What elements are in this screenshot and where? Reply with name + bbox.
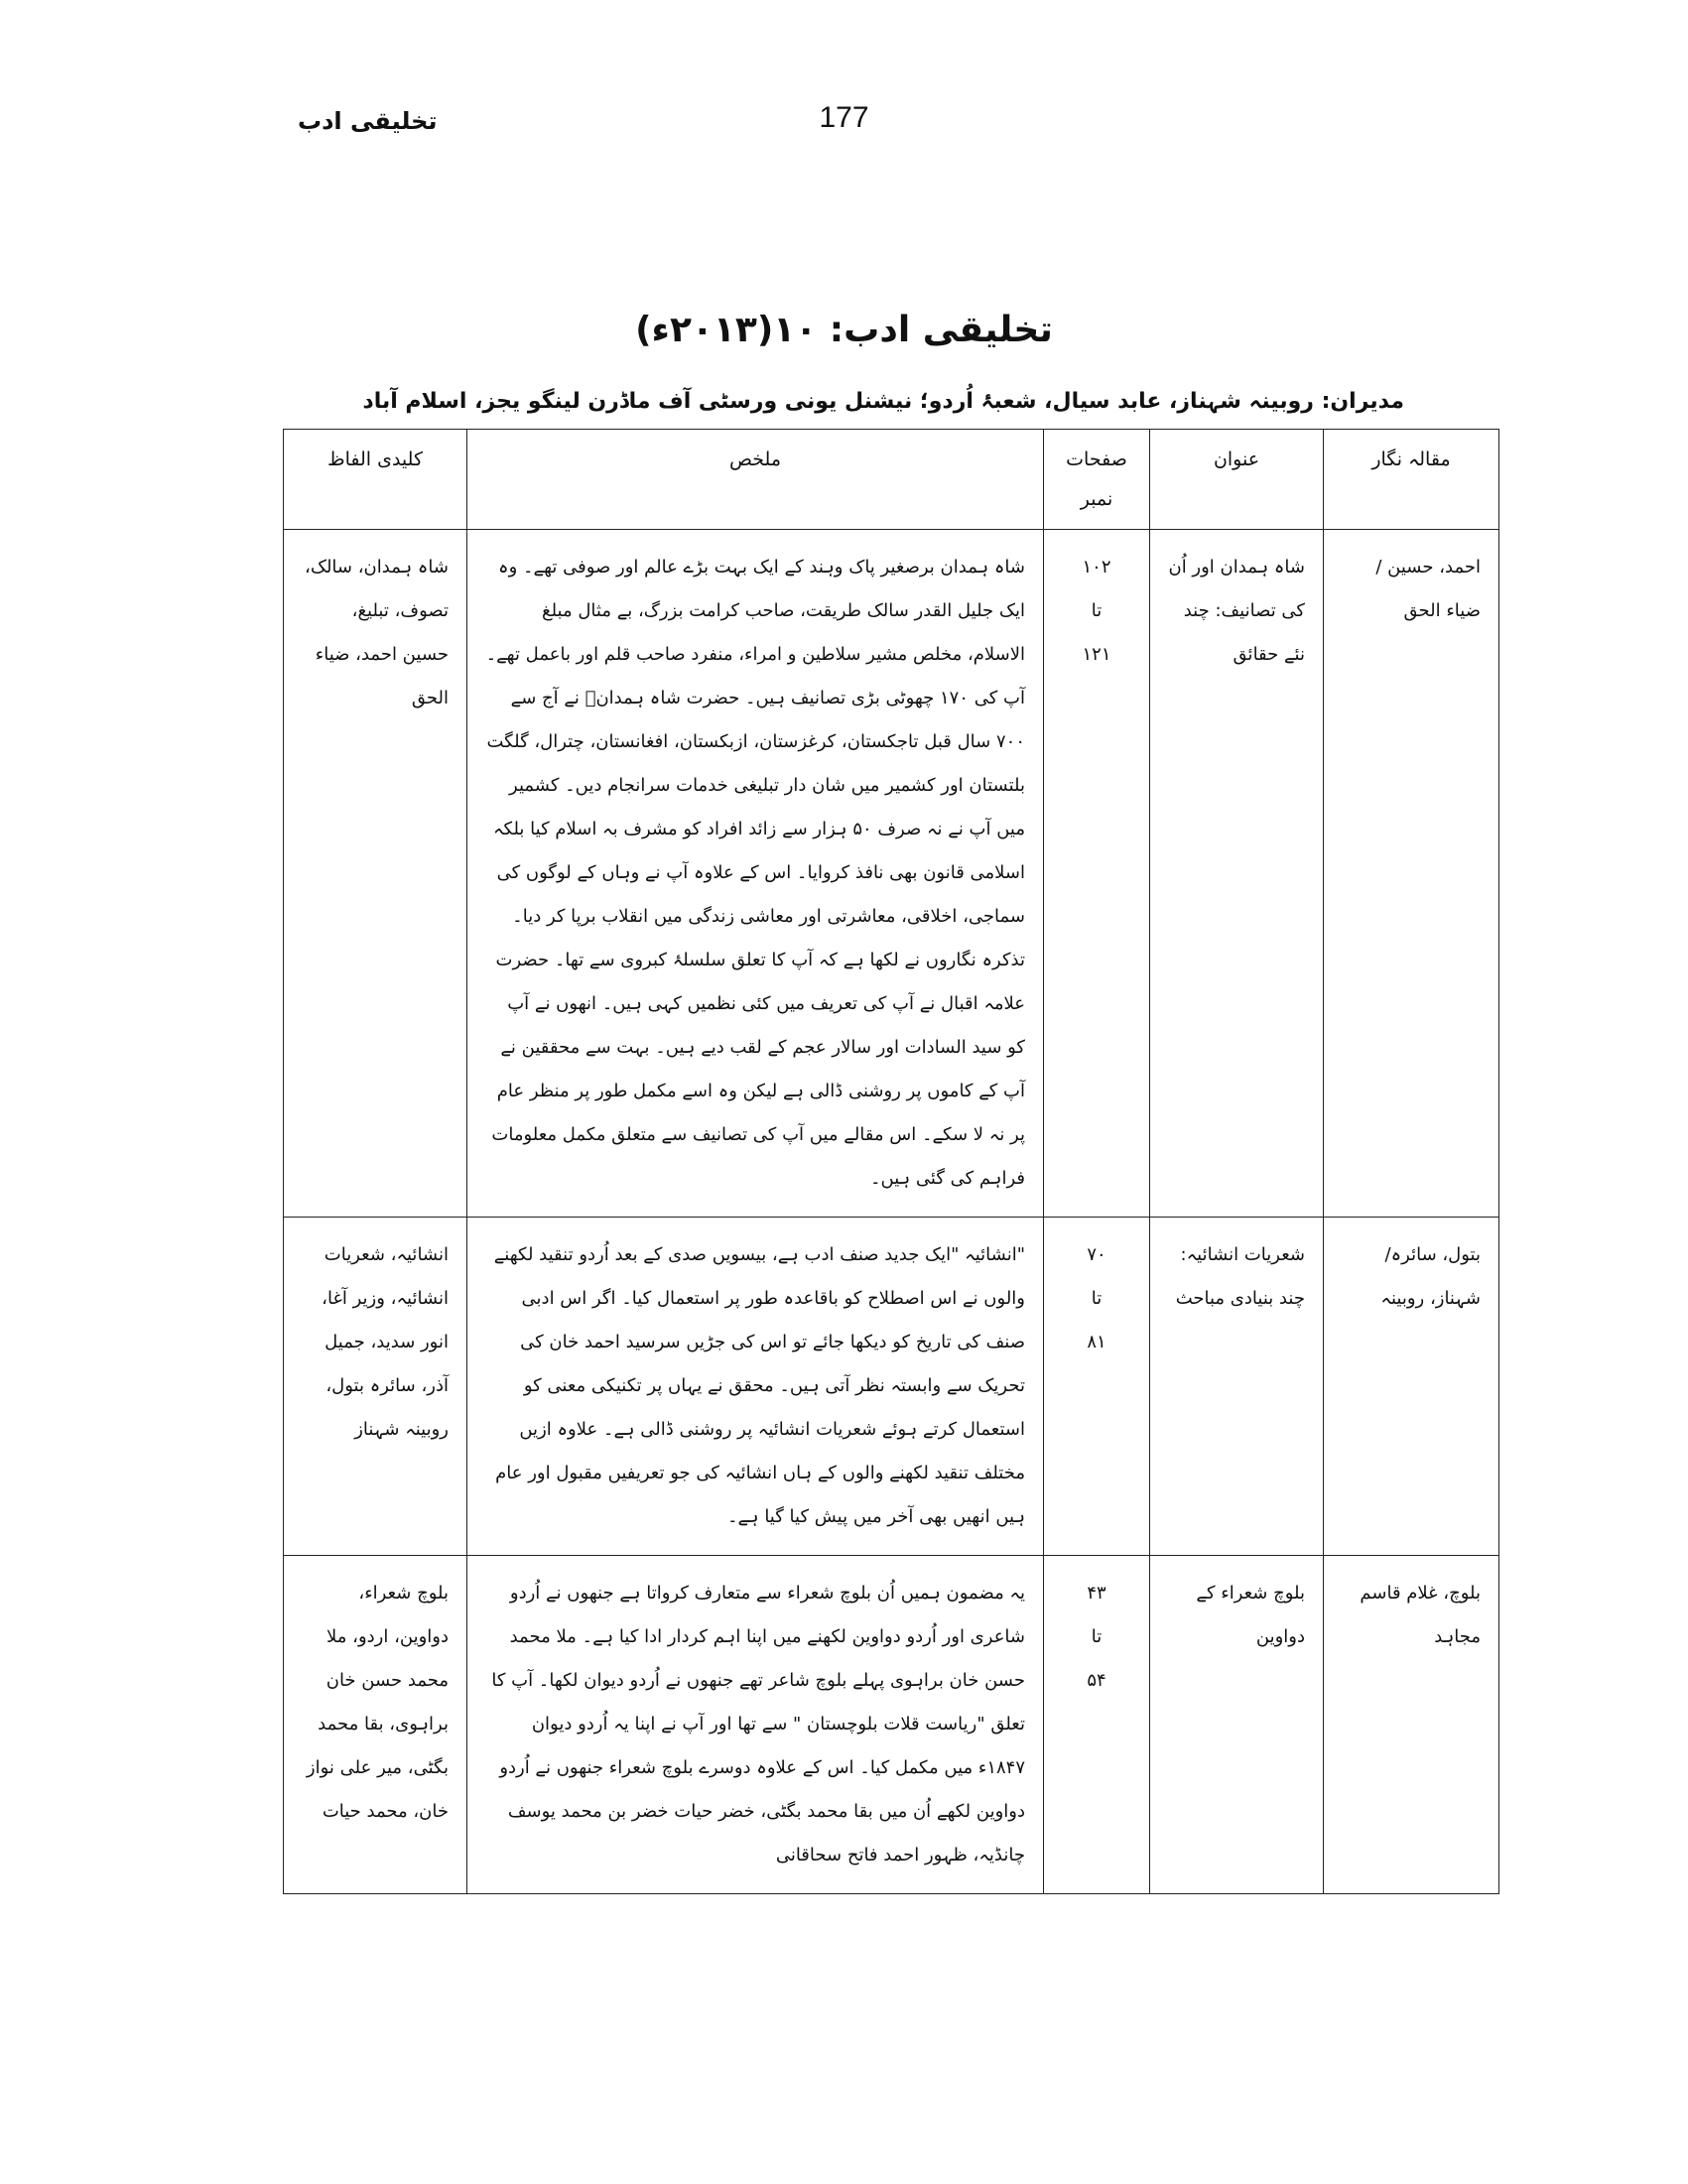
running-title: تخلیقی ادب xyxy=(298,107,438,135)
pages-from: ۷۰ xyxy=(1087,1244,1106,1265)
row-pages xyxy=(1044,530,1150,1218)
header-author: مقالہ نگار xyxy=(1324,430,1499,530)
row-author: بتول، سائرہ/ شہناز، روبینہ xyxy=(1324,1218,1499,1556)
table-row xyxy=(284,1556,1499,1894)
pages-to: ۸۱ xyxy=(1087,1332,1106,1352)
pages-to: ۵۴ xyxy=(1087,1670,1106,1691)
document-title: تخلیقی ادب: ۱۰(۲۰۱۳ء) xyxy=(635,310,1053,350)
table-header-row xyxy=(284,430,1499,530)
header-pages: صفحات نمبر xyxy=(1044,430,1150,530)
row-keywords: شاہ ہمدان، سالک، تصوف، تبلیغ، حسین احمد، ضیاء الحق xyxy=(284,530,467,1218)
row-summary: "انشائیہ "ایک جدید صنف ادب ہے، بیسویں صدی کے بعد اُردو تنقید لکھنے والوں نے اس اصطلاح کو باقاعدہ طور پر استعمال کیا۔ اگر اس ادبی صنف کی تاریخ کو دیکھا جائے تو اس کی جڑیں سرسید احمد خان کی تحریک سے وابستہ نظر آتی ہیں۔ محقق نے یہاں پر تکنیکی معنی کو استعمال کرتے ہوئے شعریات انشائیہ پر روشنی ڈالی ہے۔ علاوہ ازیں مختلف تنقید لکھنے والوں کے ہاں انشائیہ کی جو تعریفیں مقبول اور عام ہیں انھیں بھی آخر میں پیش کیا گیا ہے۔ xyxy=(467,1218,1044,1556)
table-row xyxy=(284,530,1499,1218)
pages-separator: تا xyxy=(1091,1626,1103,1647)
row-summary: شاہ ہمدان برصغیر پاک وہند کے ایک بہت بڑے عالم اور صوفی تھے۔ وہ ایک جلیل القدر سالک طریقت، صاحب کرامت بزرگ، بے مثال مبلغ الاسلام، مخلص مشیر سلاطین و امراء، منفرد صاحب قلم اور باعمل تھے۔ آپ کی ۱۷۰ چھوٹی بڑی تصانیف ہیں۔ حضرت شاہ ہمدانؒ نے آج سے ۷۰۰ سال قبل تاجکستان، کرغزستان، ازبکستان، افغانستان، چترال، گلگت بلتستان اور کشمیر میں شان دار تبلیغی خدمات سرانجام دیں۔ کشمیر میں آپ نے نہ صرف ۵۰ ہزار سے زائد افراد کو مشرف بہ اسلام کیا بلکہ اسلامی قانون بھی نافذ کروایا۔ اس کے علاوہ آپ نے وہاں کے لوگوں کی سماجی، اخلاقی، معاشرتی اور معاشی زندگی میں انقلاب برپا کر دیا۔ تذکرہ نگاروں نے لکھا ہے کہ آپ کا تعلق سلسلۂ کبروی سے تھا۔ حضرت علامہ اقبال نے آپ کی تعریف میں کئی نظمیں کہی ہیں۔ انھوں نے آپ کو سید السادات اور سالار عجم کے لقب دیے ہیں۔ بہت سے محققین نے آپ کے کاموں پر روشنی ڈالی ہے لیکن وہ اسے مکمل طور پر منظر عام پر نہ لا سکے۔ اس مقالے میں آپ کی تصانیف سے متعلق مکمل معلومات فراہم کی گئی ہیں۔ xyxy=(467,530,1044,1218)
pages-from: ۱۰۲ xyxy=(1082,557,1111,578)
row-title: بلوچ شعراء کے دواوین xyxy=(1150,1556,1324,1894)
row-summary: یہ مضمون ہمیں اُن بلوچ شعراء سے متعارف کرواتا ہے جنھوں نے اُردو شاعری اور اُردو دواوین لکھنے میں اپنا اہم کردار ادا کیا ہے۔ ملا محمد حسن خان براہوی پہلے بلوچ شاعر تھے جنھوں نے اُردو دیوان لکھا۔ آپ کا تعلق "ریاست قلات بلوچستان " سے تھا اور آپ نے اپنا یہ اُردو دیوان ۱۸۴۷ء میں مکمل کیا۔ اس کے علاوہ دوسرے بلوچ شعراء جنھوں نے اُردو دواوین لکھے اُن میں بقا محمد بگٹی، خضر حیات خضر بن محمد یوسف چانڈیہ، ظہور احمد فاتح سحاقانی xyxy=(467,1556,1044,1894)
table-row xyxy=(284,1218,1499,1556)
header-title: عنوان xyxy=(1150,430,1324,530)
row-title: شعریات انشائیہ: چند بنیادی مباحث xyxy=(1150,1218,1324,1556)
header-keywords: کلیدی الفاظ xyxy=(284,430,467,530)
row-author: بلوچ، غلام قاسم مجاہد xyxy=(1324,1556,1499,1894)
row-author: احمد، حسین /ضیاء الحق xyxy=(1324,530,1499,1218)
header-summary: ملخص xyxy=(467,430,1044,530)
pages-to: ۱۲۱ xyxy=(1082,644,1111,665)
pages-separator: تا xyxy=(1091,600,1103,621)
row-pages xyxy=(1044,1556,1150,1894)
pages-from: ۴۳ xyxy=(1087,1583,1106,1604)
row-keywords: بلوچ شعراء، دواوین، اردو، ملا محمد حسن خان براہوی، بقا محمد بگٹی، میر علی نواز خان، محمد حیات xyxy=(284,1556,467,1894)
row-keywords: انشائیہ، شعریات انشائیہ، وزیر آغا، انور سدید، جمیل آذر، سائرہ بتول، روبینہ شہناز xyxy=(284,1218,467,1556)
page-number: 177 xyxy=(819,101,869,134)
pages-separator: تا xyxy=(1091,1288,1103,1309)
row-pages xyxy=(1044,1218,1150,1556)
articles-table xyxy=(283,429,1499,1894)
editors-line: مدیران: روبینہ شہناز، عابد سیال، شعبۂ اُردو؛ نیشنل یونی ورسٹی آف ماڈرن لینگو یجز، اسلام آباد xyxy=(362,389,1404,414)
row-title: شاہ ہمدان اور اُن کی تصانیف: چند نئے حقائق xyxy=(1150,530,1324,1218)
